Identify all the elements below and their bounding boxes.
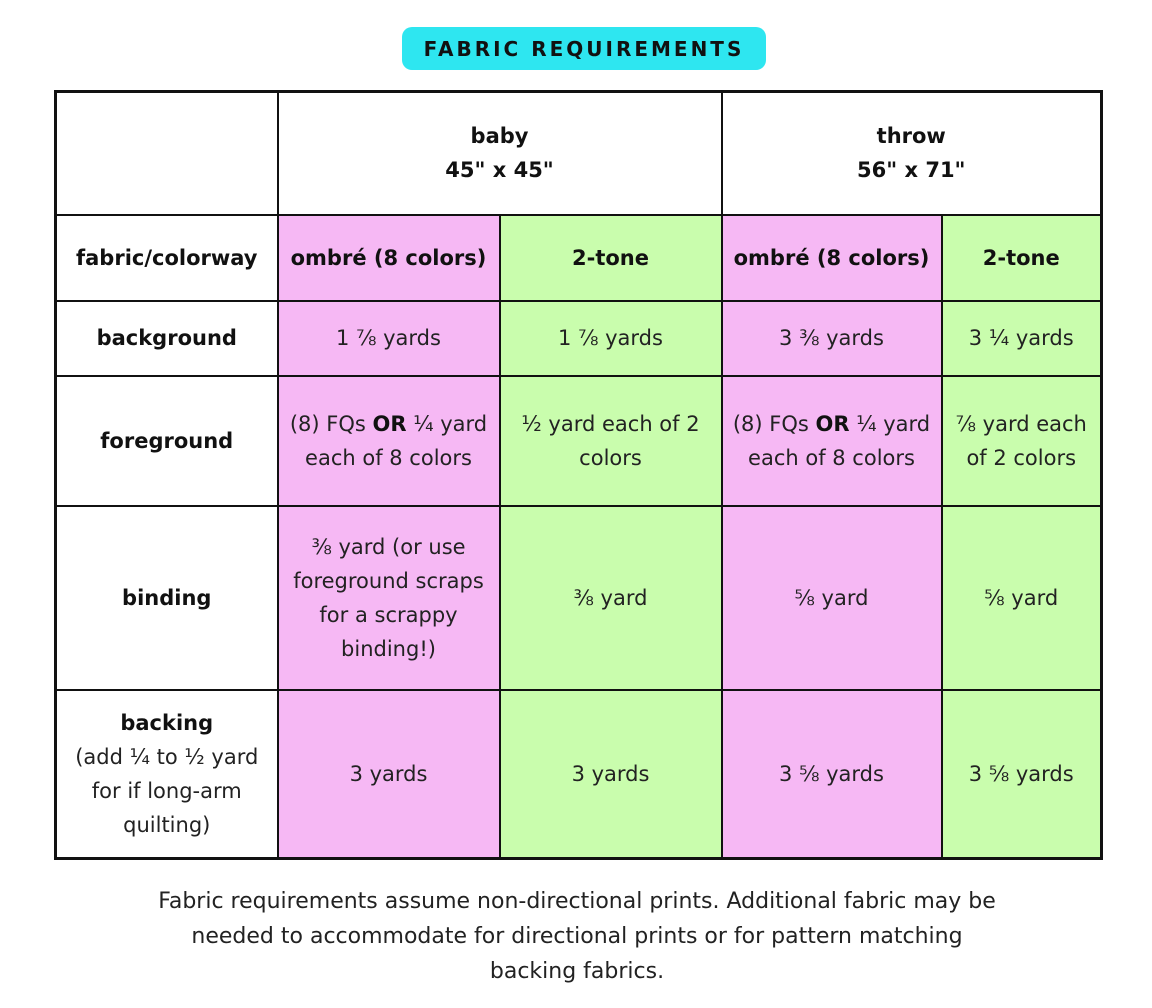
row-label-backing: backing xyxy=(120,710,214,735)
foreground-ombre-prefix: (8) FQs xyxy=(289,411,373,436)
foreground-ombre-or: OR xyxy=(372,411,407,436)
size-dims-throw: 56" x 71" xyxy=(857,158,966,183)
foreground-throw-two-tone: ⅞ yard each of 2 colors xyxy=(942,376,1102,506)
size-name-baby: baby xyxy=(470,124,529,149)
page-title: FABRIC REQUIREMENTS xyxy=(402,27,766,70)
fabric-requirements-table xyxy=(54,90,1103,860)
size-header-baby xyxy=(278,92,722,215)
backing-baby-ombre: 3 yards xyxy=(278,690,500,859)
background-throw-ombre: 3 ⅜ yards xyxy=(722,301,942,376)
foreground-ombre-or: OR xyxy=(815,411,850,436)
size-name-throw: throw xyxy=(876,124,946,149)
backing-baby-two-tone: 3 yards xyxy=(500,690,722,859)
background-baby-two-tone: 1 ⅞ yards xyxy=(500,301,722,376)
colorway-row xyxy=(56,215,1102,301)
background-throw-two-tone: 3 ¼ yards xyxy=(942,301,1102,376)
backing-note: (add ¼ to ½ yard for if long-arm quilting) xyxy=(75,744,259,837)
foreground-row xyxy=(56,376,1102,506)
row-label-binding: binding xyxy=(56,506,278,690)
row-label-background: background xyxy=(56,301,278,376)
foreground-baby-two-tone: ½ yard each of 2 colors xyxy=(500,376,722,506)
binding-throw-two-tone: ⅝ yard xyxy=(942,506,1102,690)
foreground-ombre-suffix: ¼ yard each of 8 colors xyxy=(305,411,488,470)
backing-throw-ombre: 3 ⅝ yards xyxy=(722,690,942,859)
background-baby-ombre: 1 ⅞ yards xyxy=(278,301,500,376)
foreground-ombre-prefix: (8) FQs xyxy=(732,411,816,436)
foreground-ombre-suffix: ¼ yard each of 8 colors xyxy=(748,411,931,470)
colorway-throw-ombre: ombré (8 colors) xyxy=(722,215,942,301)
backing-row xyxy=(56,690,1102,859)
colorway-baby-two-tone: 2-tone xyxy=(500,215,722,301)
binding-baby-two-tone: ⅜ yard xyxy=(500,506,722,690)
foreground-throw-ombre xyxy=(722,376,942,506)
row-label-backing-cell xyxy=(56,690,278,859)
binding-throw-ombre: ⅝ yard xyxy=(722,506,942,690)
colorway-baby-ombre: ombré (8 colors) xyxy=(278,215,500,301)
binding-baby-ombre: ⅜ yard (or use foreground scraps for a scrappy binding!) xyxy=(278,506,500,690)
row-label-foreground: foreground xyxy=(56,376,278,506)
size-header-row xyxy=(56,92,1102,215)
background-row xyxy=(56,301,1102,376)
backing-throw-two-tone: 3 ⅝ yards xyxy=(942,690,1102,859)
footnote: Fabric requirements assume non-directional prints. Additional fabric may be needed to accommodate for directional prints or for pattern matching backing fabrics. xyxy=(158,889,996,984)
binding-row xyxy=(56,506,1102,690)
corner-cell xyxy=(56,92,278,215)
colorway-throw-two-tone: 2-tone xyxy=(942,215,1102,301)
foreground-baby-ombre xyxy=(278,376,500,506)
size-header-throw xyxy=(722,92,1102,215)
size-dims-baby: 45" x 45" xyxy=(445,158,554,183)
row-label-colorway: fabric/colorway xyxy=(56,215,278,301)
